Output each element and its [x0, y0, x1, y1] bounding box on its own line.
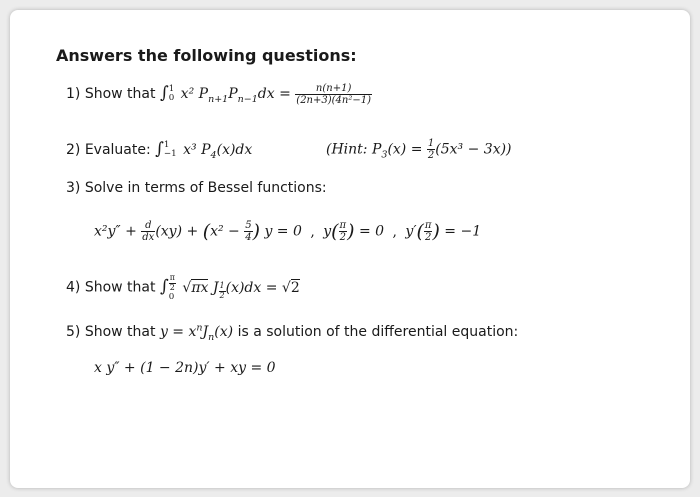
- question-2: [66, 138, 252, 159]
- hint-fraction: $\frac{1}{2}$: [427, 138, 435, 161]
- pi-over-two: $\frac{\pi}{2}$: [424, 220, 432, 243]
- differential-equation: x y″ + (1 − 2n)y′ + xy = 0: [94, 360, 276, 376]
- question-5-lead: Show that: [84, 324, 156, 340]
- question-4: [66, 274, 300, 301]
- integral-sign: ∫: [155, 138, 164, 158]
- half-order: $\frac{1}{2}$: [219, 280, 225, 300]
- pi-over-two: $\frac{\pi}{2}$: [339, 220, 347, 243]
- hint: (Hint: $P_3(x)$ = $\frac{1}{2}$ (5x³ − 3x)): [326, 138, 512, 161]
- integral-limits: 1 −1: [163, 140, 177, 159]
- question-2-lead: Evaluate:: [84, 142, 151, 158]
- question-4-number: 4): [66, 279, 81, 296]
- integral-limits: π 2 0: [168, 273, 175, 302]
- question-2-number: 2): [66, 142, 81, 158]
- integral-limits: 1 0: [168, 84, 175, 103]
- integrand: √πx J $\frac{1}{2}$ (x)dx = √2: [182, 279, 300, 300]
- question-1: [66, 82, 372, 106]
- question-5: [66, 322, 519, 343]
- rhs-fraction: $\frac{n(n+1)}{\text{(2n+3)(4n²−1)}}$: [296, 82, 371, 106]
- page-title: Answers the following questions:: [56, 46, 357, 65]
- question-5-tail: is a solution of the differential equation:: [237, 324, 519, 340]
- question-4-lead: Show that: [84, 279, 156, 296]
- question-1-lead: Show that: [84, 86, 156, 102]
- question-3: [66, 180, 327, 196]
- question-3-number: 3): [66, 180, 81, 196]
- derivative-operator: $\frac{d}{dx}$: [142, 220, 155, 243]
- integral-sign: ∫: [159, 275, 169, 296]
- integrand: x² $P_{n+1}P_{n-1}dx$ =: [180, 86, 291, 105]
- solution-expression: $y = x^nJ_n(x)$: [159, 322, 234, 343]
- five-quarters-fraction: $\frac{5}{4}$: [245, 220, 252, 243]
- bessel-equation: x²y″ + $\frac{d}{dx}$ (xy) + (x² − $\frac{5}{4}$ ) y = 0 , y( $\frac{\pi}{2}$ ) = 0 , y′( $\frac{\pi}{2}$ ) = −1: [94, 220, 482, 243]
- question-5-number: 5): [66, 324, 81, 340]
- integrand: x³ $P_4(x)dx$: [183, 142, 253, 161]
- question-1-number: 1): [66, 86, 81, 102]
- question-3-lead: Solve in terms of Bessel functions:: [84, 180, 327, 196]
- integral-sign: ∫: [159, 82, 169, 102]
- document-page: [10, 10, 690, 488]
